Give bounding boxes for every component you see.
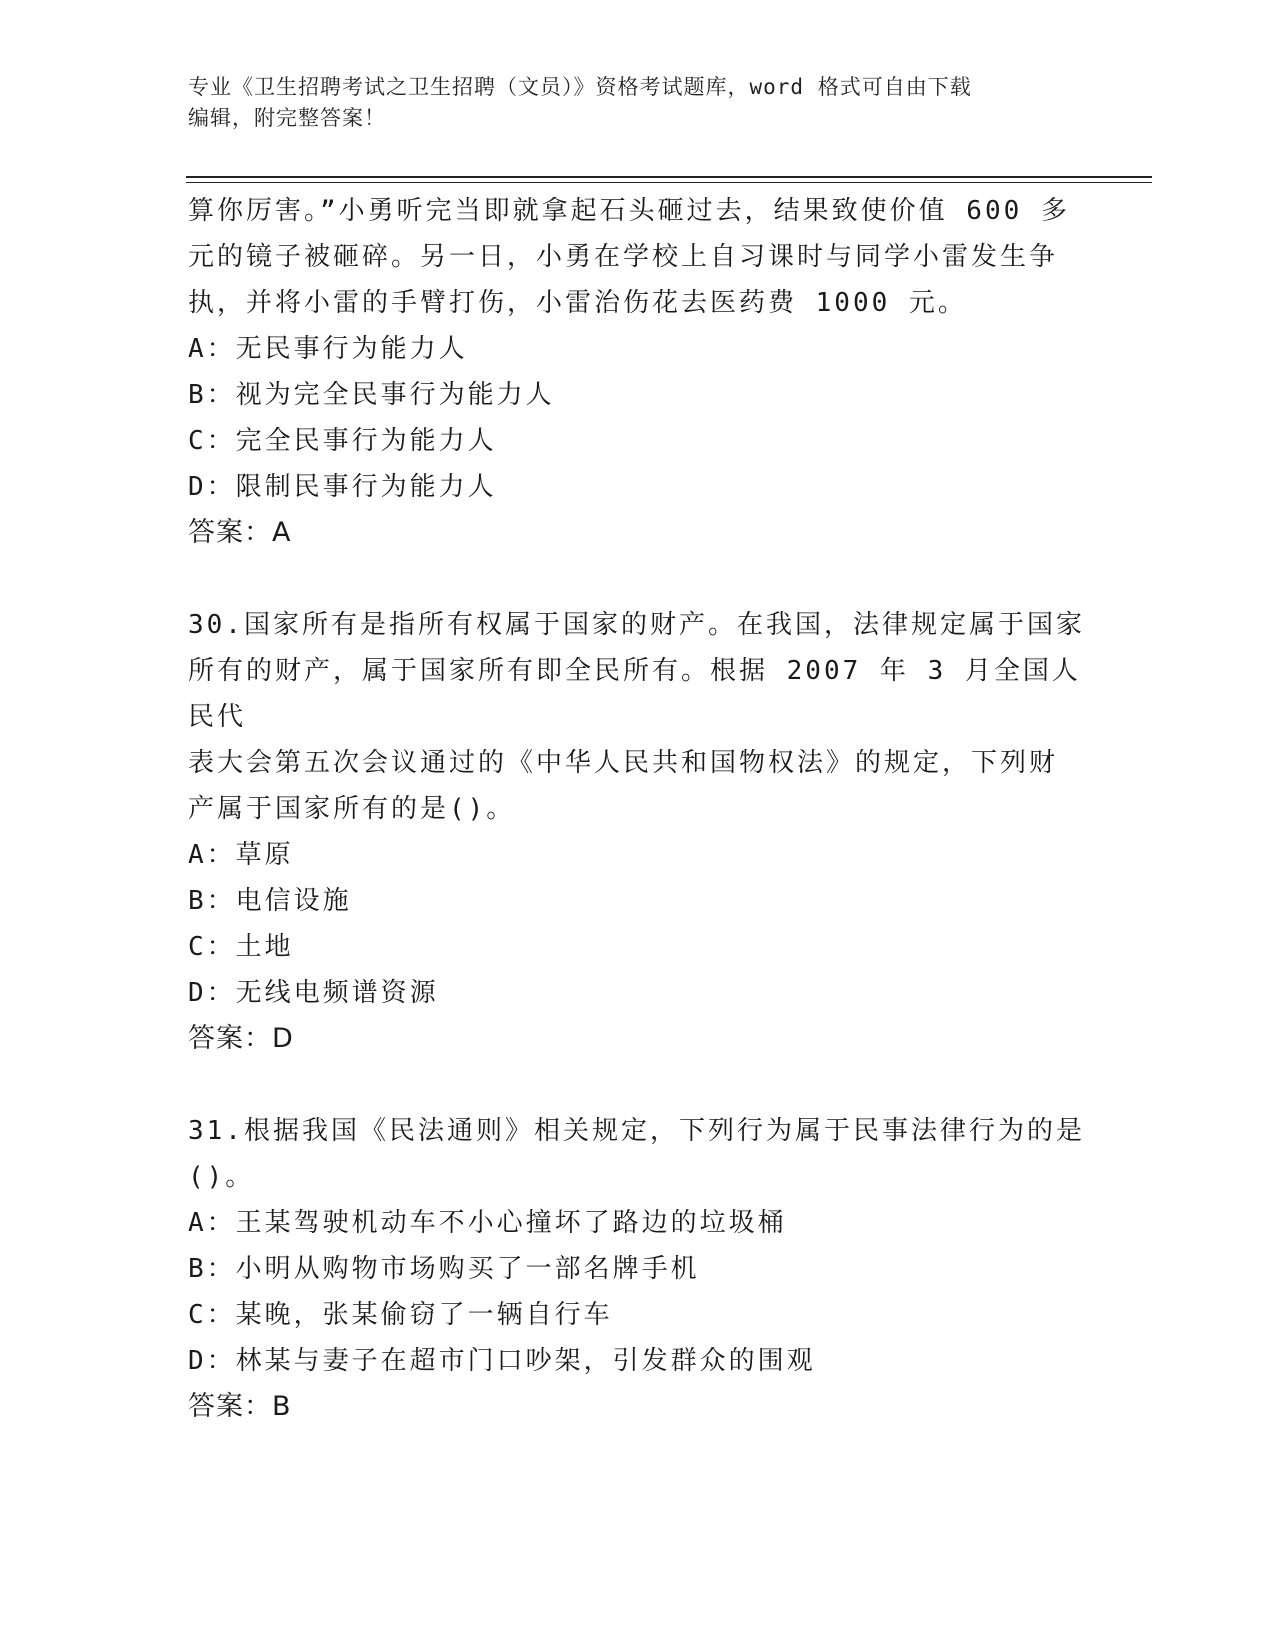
- question-30: [188, 602, 1088, 1062]
- option-b: B：视为完全民事行为能力人: [188, 380, 555, 410]
- question-text-line: 所有的财产，属于国家所有即全民所有。根据 2007 年 3 月全国人民代: [188, 656, 1081, 732]
- option-c: C：某晚，张某偷窃了一辆自行车: [188, 1300, 613, 1330]
- option-d: D：林某与妻子在超市门口吵架，引发群众的围观: [188, 1346, 816, 1376]
- option-c: C：完全民事行为能力人: [188, 426, 497, 456]
- option-b: B：小明从购物市场购买了一部名牌手机: [188, 1254, 700, 1284]
- answer: 答案：D: [188, 1023, 294, 1054]
- header-rule-thin: [186, 182, 1152, 183]
- question-text-line: ()。: [188, 1162, 255, 1192]
- option-b: B：电信设施: [188, 886, 352, 916]
- question-text-line: 元的镜子被砸碎。另一日，小勇在学校上自习课时与同学小雷发生争: [188, 242, 1059, 272]
- option-a: A：无民事行为能力人: [188, 334, 468, 364]
- question-text-line: 31.根据我国《民法通则》相关规定，下列行为属于民事法律行为的是: [188, 1116, 1085, 1146]
- option-a: A：王某驾驶机动车不小心撞坏了路边的垃圾桶: [188, 1208, 787, 1238]
- question-31: [188, 1108, 1088, 1430]
- question-text-line: 算你厉害。”小勇听完当即就拿起石头砸过去，结果致使价值 600 多: [188, 196, 1070, 226]
- option-c: C：土地: [188, 932, 294, 962]
- question-text-line: 产属于国家所有的是()。: [188, 794, 516, 824]
- question-29: [188, 188, 1088, 556]
- spacer: [188, 556, 1088, 602]
- header-line-2: 编辑，附完整答案！: [188, 106, 386, 130]
- answer: 答案：A: [188, 517, 292, 548]
- header-rule-thick: [186, 176, 1152, 178]
- spacer: [188, 1062, 1088, 1108]
- page-header: [188, 72, 1088, 134]
- option-d: D：无线电频谱资源: [188, 978, 439, 1008]
- question-text-line: 30.国家所有是指所有权属于国家的财产。在我国，法律规定属于国家: [188, 610, 1085, 640]
- answer: 答案：B: [188, 1391, 292, 1422]
- header-line-1: 专业《卫生招聘考试之卫生招聘（文员）》资格考试题库，word 格式可自由下载: [188, 75, 972, 99]
- question-text-line: 执，并将小雷的手臂打伤，小雷治伤花去医药费 1000 元。: [188, 288, 967, 318]
- question-content: [188, 188, 1088, 1430]
- option-d: D：限制民事行为能力人: [188, 472, 497, 502]
- question-text-line: 表大会第五次会议通过的《中华人民共和国物权法》的规定，下列财: [188, 748, 1059, 778]
- option-a: A：草原: [188, 840, 294, 870]
